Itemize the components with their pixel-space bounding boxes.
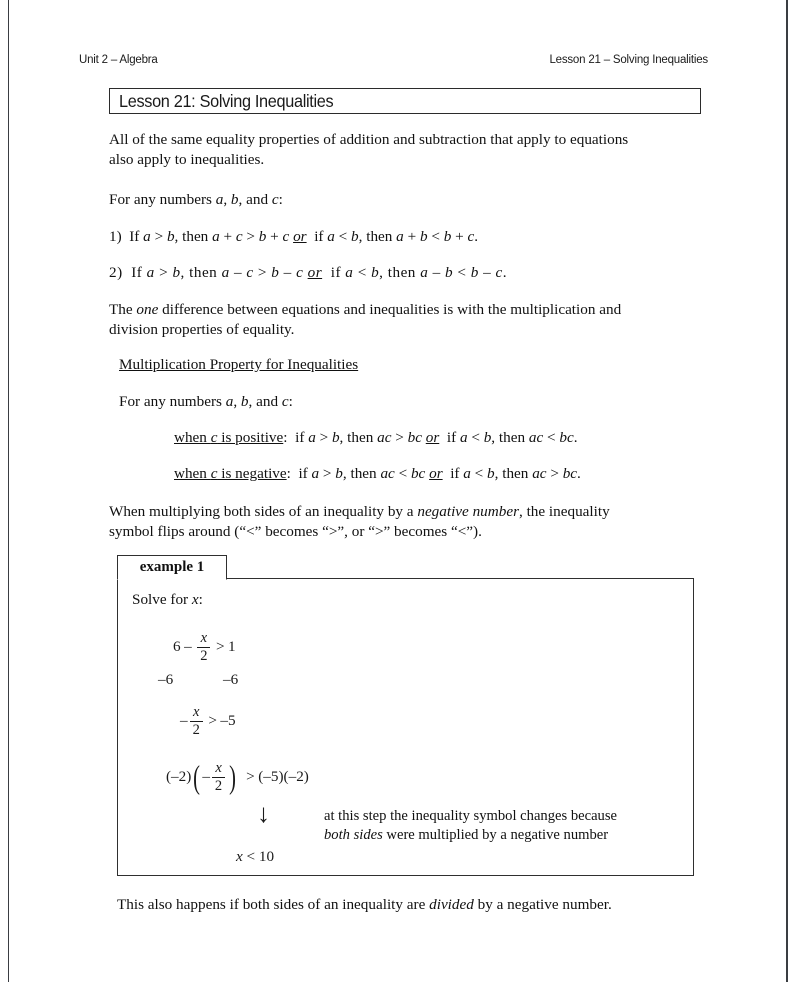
op: – — [428, 264, 445, 281]
var-c: c — [296, 264, 304, 281]
or-connector: or — [425, 429, 440, 446]
term-ac: ac — [532, 465, 547, 482]
for-any-numbers-line-2 — [119, 392, 293, 412]
var-a: a — [396, 228, 404, 245]
var-a: a — [215, 191, 224, 208]
relation-operator: > — [246, 768, 255, 786]
flip-note-line-1 — [109, 502, 669, 522]
var-a: a — [143, 228, 151, 245]
seg: were multiplied by a negative number — [382, 827, 609, 843]
var-a: a — [308, 429, 316, 446]
rel: > — [319, 465, 336, 482]
period: . — [573, 429, 578, 446]
relation-operator: > — [215, 638, 225, 656]
seg: , then — [491, 429, 529, 446]
example-box — [117, 578, 694, 876]
op: + — [266, 228, 283, 245]
var-b: b — [172, 264, 181, 281]
var-a: a — [221, 264, 230, 281]
for-any-prefix: For any numbers — [119, 393, 226, 410]
var-c: c — [210, 465, 218, 482]
var-c: c — [235, 228, 243, 245]
running-head-right: Lesson 21 – Solving Inequalities — [549, 54, 708, 66]
step-2-subtract-right — [223, 671, 238, 689]
var-b: b — [470, 264, 479, 281]
closing-paragraph — [117, 895, 687, 915]
intro-line-2: also apply to inequalities. — [109, 150, 265, 168]
for-any-prefix: For any numbers — [109, 191, 216, 208]
case-c-negative — [174, 464, 581, 484]
var-c: c — [467, 228, 475, 245]
step-4-equation — [166, 760, 309, 797]
var-a: a — [311, 465, 320, 482]
op: + — [451, 228, 468, 245]
label-rest: is positive — [217, 429, 284, 446]
rel: > — [253, 264, 272, 281]
var-b: b — [419, 228, 428, 245]
var-b: b — [258, 228, 267, 245]
fraction-denominator: 2 — [200, 647, 208, 664]
var-b: b — [444, 264, 454, 281]
var-b: b — [443, 228, 452, 245]
rel: > — [315, 429, 332, 446]
rel: > — [150, 228, 167, 245]
label-when: when — [174, 429, 211, 446]
var-b: b — [166, 228, 175, 245]
label-when: when — [174, 465, 211, 482]
step-1-row — [173, 631, 236, 664]
var-c: c — [282, 228, 290, 245]
var-b: b — [335, 465, 343, 482]
var-c: c — [210, 429, 218, 446]
seg: if — [450, 465, 464, 482]
for-any-numbers-line-1 — [109, 190, 283, 210]
step-3-equation — [180, 705, 236, 738]
rel: > — [391, 429, 408, 446]
colon: : — [198, 591, 203, 608]
var-b: b — [371, 264, 380, 281]
final-answer — [236, 848, 274, 866]
lead-number: 6 — [173, 638, 181, 656]
var-c: c — [281, 393, 289, 410]
and-word: , and — [238, 191, 272, 208]
seg: if — [298, 465, 312, 482]
var-a: a — [225, 393, 234, 410]
var-c: c — [495, 264, 503, 281]
var-c: c — [271, 191, 279, 208]
var-b: b — [331, 429, 340, 446]
term-bc: bc — [562, 465, 578, 482]
rel: < — [394, 465, 411, 482]
difference-paragraph — [109, 300, 684, 339]
period: . — [577, 465, 581, 482]
emphasis-one: one — [136, 301, 159, 318]
term-ac: ac — [377, 429, 392, 446]
rel: > — [154, 264, 173, 281]
step-1-equation — [173, 631, 236, 664]
seg: , the inequality — [518, 503, 610, 520]
page-sheet — [8, 0, 788, 982]
property-number: 2) — [109, 264, 123, 281]
answer-value: 10 — [258, 848, 275, 865]
down-arrow-icon: ↓ — [257, 799, 270, 828]
comma: , — [233, 393, 241, 410]
fraction-denominator: 2 — [192, 721, 200, 738]
rel: < — [427, 228, 444, 245]
fraction-x-over-2 — [190, 705, 203, 738]
step-annotation — [324, 807, 617, 845]
colon: : — [286, 465, 291, 482]
annotation-line-1: at this step the inequality symbol changes because — [324, 808, 618, 824]
var-a: a — [327, 228, 335, 245]
rel: > — [242, 228, 259, 245]
or-connector: or — [307, 264, 323, 281]
seg: The — [109, 301, 137, 318]
seg: , then — [342, 465, 381, 482]
var-a: a — [146, 264, 155, 281]
op: – — [478, 264, 496, 281]
seg: if — [295, 429, 309, 446]
multiplication-property-heading — [119, 355, 358, 375]
op: + — [219, 228, 236, 245]
period: . — [474, 228, 479, 245]
fraction-x-over-2 — [212, 761, 225, 794]
fraction-numerator: x — [215, 760, 222, 776]
colon: : — [283, 429, 288, 446]
minus-operator: – — [202, 768, 210, 786]
seg: This also happens if both sides of an inequality are — [117, 896, 430, 913]
case-c-positive — [174, 428, 578, 448]
intro-paragraph — [109, 130, 669, 169]
difference-line-1 — [109, 300, 684, 320]
rel: < — [453, 264, 471, 281]
or-connector: or — [293, 228, 307, 245]
seg: , then — [358, 228, 397, 245]
seg: , then — [379, 264, 421, 281]
flip-note-paragraph — [109, 502, 669, 541]
emphasis-negative-number: negative number — [417, 503, 519, 520]
property-item-1 — [109, 227, 478, 247]
right-hand-side: 1 — [228, 638, 236, 656]
running-head-left: Unit 2 – Algebra — [79, 54, 158, 66]
right-hand-side: –5 — [220, 712, 236, 730]
period: . — [502, 264, 508, 281]
case-label — [174, 429, 283, 446]
right-hand-side: (–5)(–2) — [258, 768, 309, 786]
intro-line-1: All of the same equality properties of addition and subtraction that apply to equations — [109, 131, 629, 148]
seg: If — [129, 228, 144, 245]
property-number: 1) — [109, 228, 122, 245]
var-x: x — [191, 591, 199, 608]
rel: > — [546, 465, 563, 482]
comma: , — [223, 191, 231, 208]
var-b: b — [351, 228, 359, 245]
heading-text: Multiplication Property for Inequalities — [119, 356, 359, 373]
term-bc: bc — [559, 429, 574, 446]
fraction-numerator: x — [193, 704, 200, 720]
colon: : — [288, 393, 293, 410]
annotation-line-2 — [324, 826, 617, 845]
seg: Solve for — [132, 591, 192, 608]
rel: < — [353, 264, 372, 281]
seg: if — [446, 429, 460, 446]
term-bc: bc — [407, 429, 422, 446]
var-a: a — [420, 264, 429, 281]
seg: , then — [174, 228, 213, 245]
fraction-denominator: 2 — [214, 777, 223, 794]
solve-for-line — [132, 591, 203, 609]
minus-operator: – — [180, 712, 188, 730]
seg: difference between equations and inequalities is with the multiplication and — [158, 301, 622, 318]
and-word: , and — [248, 393, 282, 410]
seg: if — [330, 264, 346, 281]
seg: if — [314, 228, 328, 245]
example-tab — [117, 555, 227, 580]
emphasis-divided: divided — [429, 896, 474, 913]
seg: When multiplying both sides of an inequality by a — [109, 503, 418, 520]
lesson-title-box — [109, 88, 701, 114]
colon: : — [278, 191, 283, 208]
seg: If — [131, 264, 147, 281]
subtract-left-value: –6 — [158, 671, 174, 688]
flip-note-line-2: symbol flips around (“<” becomes “>”, or “>” becomes “<”). — [109, 522, 482, 540]
var-b: b — [230, 191, 239, 208]
left-factor: (–2) — [166, 768, 192, 786]
var-b: b — [483, 429, 492, 446]
seg: , then — [180, 264, 222, 281]
rel: < — [334, 228, 352, 245]
example-tab-label: example 1 — [139, 559, 205, 575]
var-x: x — [236, 848, 243, 865]
minus-operator: – — [184, 638, 192, 656]
op: + — [403, 228, 420, 245]
rel: < — [470, 465, 488, 482]
term-ac: ac — [528, 429, 544, 446]
var-b: b — [240, 393, 249, 410]
step-4-row: (–2) ( – $\frac{x}{2}$ ) > (–5)(–2) — [166, 760, 309, 797]
property-item-2 — [109, 263, 507, 283]
var-b: b — [487, 465, 495, 482]
rel: < — [467, 429, 484, 446]
var-a: a — [459, 429, 468, 446]
var-b: b — [271, 264, 280, 281]
relation-operator: > — [208, 712, 217, 730]
case-label — [174, 465, 287, 482]
difference-line-2: division properties of equality. — [109, 320, 295, 338]
label-rest: is negative — [217, 465, 287, 482]
op: – — [279, 264, 297, 281]
seg: , then — [494, 465, 533, 482]
seg: by a negative number. — [473, 896, 612, 913]
term-ac: ac — [380, 465, 395, 482]
term-bc: bc — [410, 465, 426, 482]
rel: < — [543, 429, 560, 446]
fraction-numerator: x — [200, 630, 208, 646]
var-c: c — [246, 264, 254, 281]
seg: , then — [339, 429, 378, 446]
fraction-x-over-2 — [197, 631, 210, 664]
var-a: a — [463, 465, 471, 482]
page-title: Lesson 21: Solving Inequalities — [119, 90, 334, 111]
or-connector: or — [429, 465, 443, 482]
emphasis-both-sides: both sides — [324, 827, 383, 843]
subtract-right-value: –6 — [223, 671, 239, 688]
var-a: a — [212, 228, 220, 245]
op: – — [229, 264, 247, 281]
step-2-subtract-left — [158, 671, 173, 689]
relation-operator: < — [242, 848, 259, 865]
step-3-row — [180, 705, 236, 738]
var-a: a — [345, 264, 354, 281]
